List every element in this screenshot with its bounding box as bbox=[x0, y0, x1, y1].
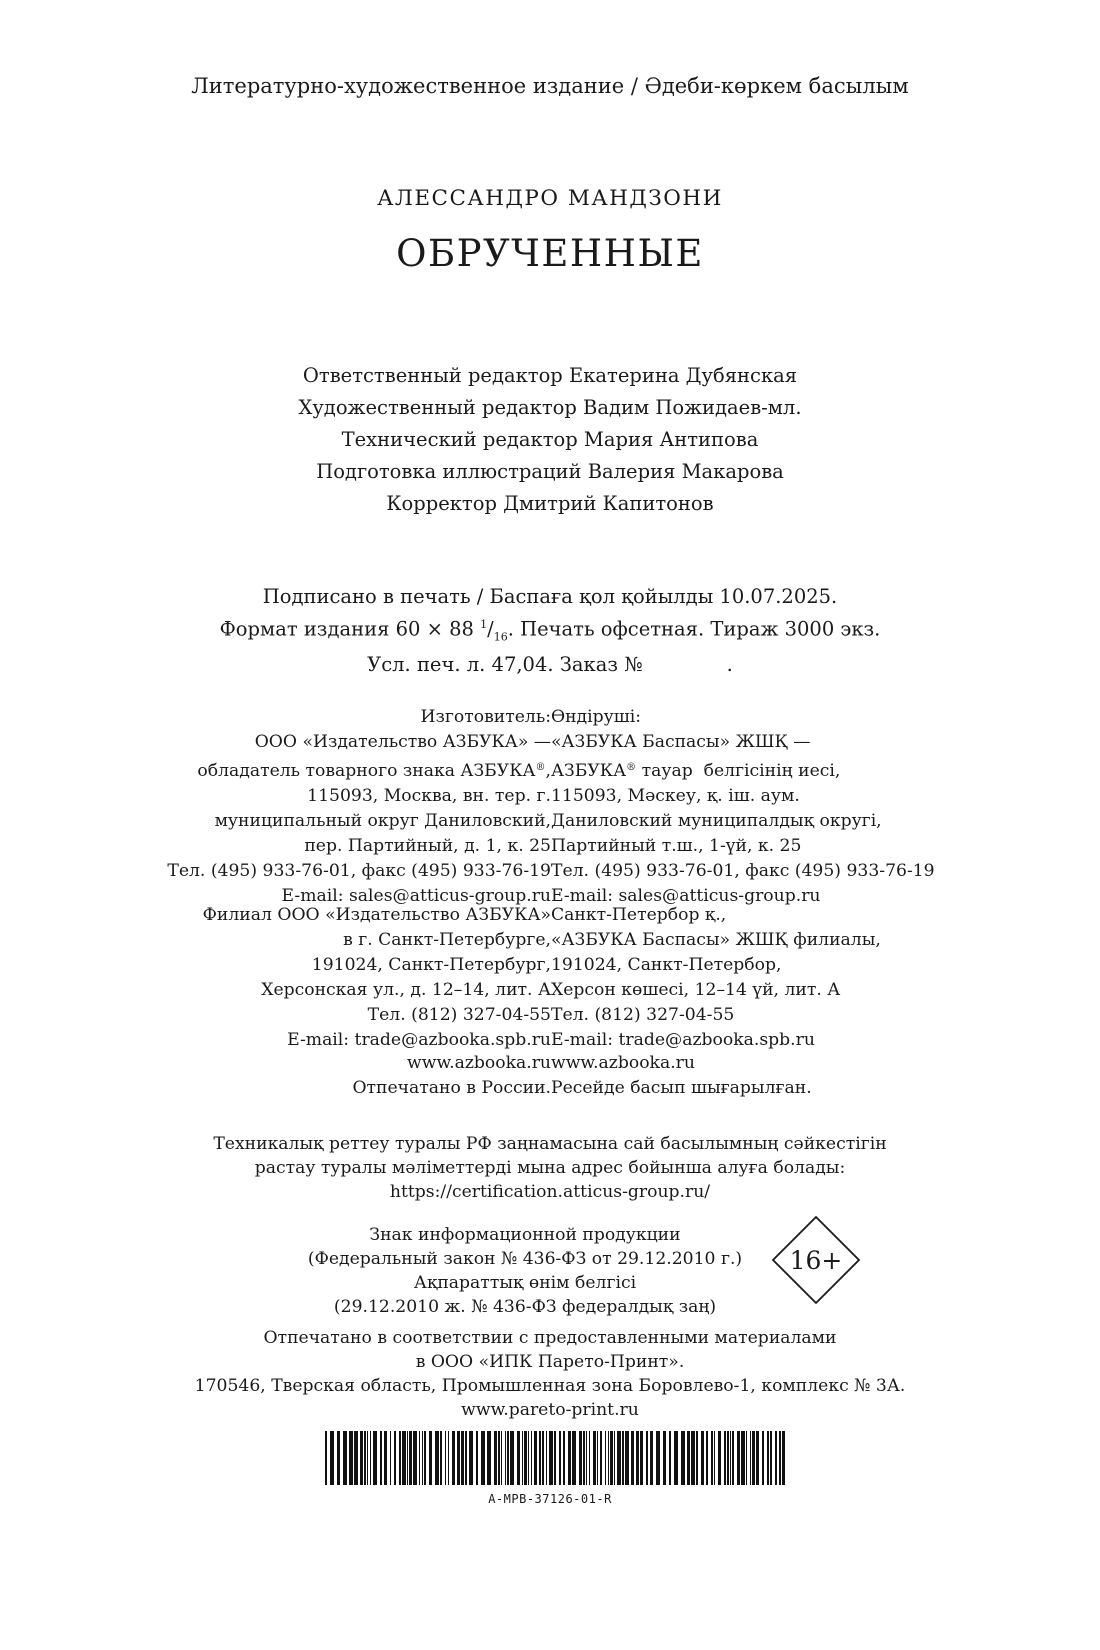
barcode-bar bbox=[429, 1431, 432, 1485]
branch-kz: Санкт-Петербор қ., «АЗБУКА Баспасы» ЖШҚ филиалы, 191024, Санкт-Петербор, Херсон көшесі, 12–14 үй, лит. А Тел. (812) 327-04-55 E-mail: trade@azbooka.spb.ru bbox=[551, 905, 881, 1050]
barcode-bar bbox=[656, 1431, 660, 1485]
barcode bbox=[325, 1431, 785, 1485]
barcode-bar bbox=[399, 1431, 401, 1485]
rating-label: 16+ bbox=[789, 1246, 843, 1275]
author-name: АЛЕССАНДРО МАНДЗОНИ bbox=[377, 186, 723, 211]
web-ru: www.azbooka.ru Отпечатано в России. bbox=[352, 1053, 551, 1098]
branch-ru: Филиал ООО «Издательство АЗБУКА» в г. Санкт-Петербурге, 191024, Санкт-Петербург, Херсонская ул., д. 12–14, лит. А Тел. (812) 327-04-55 E-mail: trade@azbooka.spb.ru bbox=[202, 905, 551, 1050]
conditional-line: Усл. печ. л. 47,04. Заказ № . bbox=[367, 653, 733, 677]
barcode-bar bbox=[505, 1431, 506, 1485]
barcode-bar bbox=[424, 1431, 426, 1485]
barcode-bar bbox=[650, 1431, 653, 1485]
barcode-bar bbox=[457, 1431, 460, 1485]
barcode-bar bbox=[586, 1431, 587, 1485]
barcode-bar bbox=[746, 1431, 747, 1485]
barcode-bar bbox=[563, 1431, 565, 1485]
barcode-bar bbox=[364, 1431, 366, 1485]
barcode-bar bbox=[625, 1431, 629, 1485]
age-rating-text: Знак информационной продукции (Федеральный закон № 436-ФЗ от 29.12.2010 г.) Ақпараттық өнім белгісі (29.12.2010 ж. № 436-ФЗ федералдық заң) bbox=[307, 1225, 743, 1317]
barcode-bar bbox=[579, 1431, 582, 1485]
barcode-bar bbox=[370, 1431, 371, 1485]
barcode-bar bbox=[674, 1431, 678, 1485]
barcode-bar bbox=[517, 1431, 520, 1485]
barcode-bar bbox=[737, 1431, 740, 1485]
credits-block bbox=[0, 360, 1100, 520]
barcode-bar bbox=[687, 1431, 690, 1485]
barcode-bar bbox=[465, 1431, 467, 1485]
barcode-code: A-MPB-37126-01-R bbox=[488, 1492, 612, 1506]
barcode-bar bbox=[730, 1431, 731, 1485]
barcode-bar bbox=[752, 1431, 755, 1485]
web-kz: www.azbooka.ru Ресейде басып шығарылған. bbox=[551, 1053, 812, 1098]
barcode-bar bbox=[524, 1431, 527, 1485]
barcode-bar bbox=[622, 1431, 624, 1485]
barcode-bar bbox=[663, 1431, 666, 1485]
barcode-bar bbox=[413, 1431, 417, 1485]
barcode-bar bbox=[636, 1431, 639, 1485]
barcode-bar bbox=[380, 1431, 382, 1485]
barcode-bar bbox=[360, 1431, 363, 1485]
barcode-bar bbox=[534, 1431, 537, 1485]
barcode-bar bbox=[681, 1431, 685, 1485]
barcode-bar bbox=[367, 1431, 368, 1485]
format-line: Формат издания 60 × 88 $^1/_{16}$. Печать офсетная. Тираж 3000 экз. bbox=[219, 617, 881, 644]
barcode-bar bbox=[325, 1431, 327, 1485]
barcode-bar bbox=[750, 1431, 751, 1485]
barcode-bar bbox=[419, 1431, 420, 1485]
barcode-bar bbox=[706, 1431, 708, 1485]
barcode-bar bbox=[501, 1431, 502, 1485]
credit-line: Ответственный редактор Екатерина Дубянская bbox=[302, 364, 798, 387]
certification-note: Техникалық реттеу туралы РФ заңнамасына сай басылымның сәйкестігін растау туралы мәліметтерді мына адрес бойынша алуға болады: https://certification.atticus-group.ru/ bbox=[213, 1134, 887, 1202]
print-info bbox=[0, 583, 1100, 679]
barcode-bar bbox=[407, 1431, 408, 1485]
barcode-bar bbox=[572, 1431, 576, 1485]
barcode-bar bbox=[542, 1431, 544, 1485]
barcode-bar bbox=[600, 1431, 602, 1485]
barcode-bar bbox=[528, 1431, 529, 1485]
barcode-bar bbox=[718, 1431, 721, 1485]
barcode-bar bbox=[469, 1431, 473, 1485]
manufacturer-ru: Изготовитель: ООО «Издательство АЗБУКА» — обладатель товарного знака АЗБУКА®, 115093, Москва, вн. тер. г. муниципальный округ Даниловский, пер. Партийный, д. 1, к. 25 Тел. (495) 933-76-01, факс (495) 933-76-19 E-mail: sales@atticus-group.ru bbox=[167, 707, 551, 906]
credit-line: Корректор Дмитрий Капитонов bbox=[386, 492, 714, 515]
barcode-bar bbox=[640, 1431, 643, 1485]
barcode-bar bbox=[610, 1431, 613, 1485]
barcode-bar bbox=[390, 1431, 391, 1485]
barcode-bar bbox=[498, 1431, 500, 1485]
barcode-bar bbox=[696, 1431, 698, 1485]
barcode-bar bbox=[531, 1431, 532, 1485]
barcode-bar bbox=[337, 1431, 340, 1485]
barcode-bar bbox=[510, 1431, 514, 1485]
barcode-bar bbox=[617, 1431, 621, 1485]
barcode-bar bbox=[669, 1431, 671, 1485]
barcode-bar bbox=[770, 1431, 772, 1485]
barcode-bar bbox=[732, 1431, 734, 1485]
barcode-bar bbox=[554, 1431, 556, 1485]
barcode-bar bbox=[631, 1431, 634, 1485]
barcode-bar bbox=[559, 1431, 561, 1485]
barcode-bar bbox=[614, 1431, 615, 1485]
barcode-bar bbox=[608, 1431, 609, 1485]
barcode-bar bbox=[605, 1431, 606, 1485]
barcode-bar bbox=[589, 1431, 590, 1485]
barcode-bar bbox=[583, 1431, 585, 1485]
barcode-bar bbox=[349, 1431, 353, 1485]
barcode-bar bbox=[487, 1431, 491, 1485]
credit-line: Художественный редактор Вадим Пожидаев-мл. bbox=[298, 396, 802, 419]
printer-info: Отпечатано в соответствии с предоставленными материалами в ООО «ИПК Парето-Принт». 170546, Тверская область, Промышленная зона Боровлево-1, комплекс № 3А. www.pareto-print.ru bbox=[194, 1328, 906, 1420]
signed-date: Подписано в печать / Баспаға қол қойылды 10.07.2025. bbox=[262, 585, 838, 608]
genre-line: Литературно-художественное издание / Әдеби-көркем басылым bbox=[191, 74, 909, 98]
barcode-bar bbox=[724, 1431, 726, 1485]
barcode-bar bbox=[711, 1431, 713, 1485]
barcode-bar bbox=[546, 1431, 547, 1485]
barcode-bar bbox=[568, 1431, 571, 1485]
barcode-bar bbox=[440, 1431, 442, 1485]
barcode-bar bbox=[481, 1431, 485, 1485]
book-title: ОБРУЧЕННЫЕ bbox=[396, 232, 704, 275]
barcode-bar bbox=[394, 1431, 396, 1485]
barcode-bar bbox=[461, 1431, 464, 1485]
barcode-bar bbox=[691, 1431, 695, 1485]
barcode-bar bbox=[701, 1431, 704, 1485]
age-rating-badge bbox=[771, 1215, 861, 1305]
barcode-bar bbox=[549, 1431, 553, 1485]
barcode-bar bbox=[597, 1431, 598, 1485]
barcode-bar bbox=[330, 1431, 334, 1485]
barcode-bar bbox=[779, 1431, 781, 1485]
barcode-bar bbox=[373, 1431, 377, 1485]
manufacturer-kz: Өндіруші: «АЗБУКА Баспасы» ЖШҚ — АЗБУКА® тауар белгісінің иесі, 115093, Мәскеу, қ. іш. аум. Даниловский муниципалдық округі, Партийный т.ш., 1-үй, к. 25 Тел. (495) 933-76-01, факс (495) 933-76-19 E-mail: sales@atticus-group.ru bbox=[551, 707, 935, 906]
barcode-bar bbox=[741, 1431, 745, 1485]
barcode-bar bbox=[767, 1431, 769, 1485]
barcode-bar bbox=[354, 1431, 358, 1485]
barcode-bar bbox=[494, 1431, 497, 1485]
barcode-bar bbox=[476, 1431, 478, 1485]
barcode-bar bbox=[452, 1431, 455, 1485]
credit-line: Подготовка иллюстраций Валерия Макарова bbox=[316, 460, 784, 483]
barcode-bar bbox=[409, 1431, 412, 1485]
barcode-bar bbox=[714, 1431, 715, 1485]
barcode-bar bbox=[422, 1431, 423, 1485]
barcode-bar bbox=[507, 1431, 509, 1485]
credit-line: Технический редактор Мария Антипова bbox=[341, 428, 759, 451]
barcode-bar bbox=[448, 1431, 449, 1485]
barcode-bar bbox=[727, 1431, 729, 1485]
barcode-bar bbox=[593, 1431, 596, 1485]
barcode-bar bbox=[775, 1431, 777, 1485]
barcode-bar bbox=[782, 1431, 785, 1485]
barcode-bar bbox=[435, 1431, 439, 1485]
barcode-bar bbox=[762, 1431, 764, 1485]
barcode-bar bbox=[445, 1431, 446, 1485]
barcode-bar bbox=[384, 1431, 387, 1485]
barcode-bar bbox=[343, 1431, 347, 1485]
barcode-bar bbox=[522, 1431, 523, 1485]
barcode-bar bbox=[756, 1431, 759, 1485]
barcode-bar bbox=[402, 1431, 406, 1485]
barcode-bar bbox=[539, 1431, 541, 1485]
barcode-bar bbox=[646, 1431, 648, 1485]
